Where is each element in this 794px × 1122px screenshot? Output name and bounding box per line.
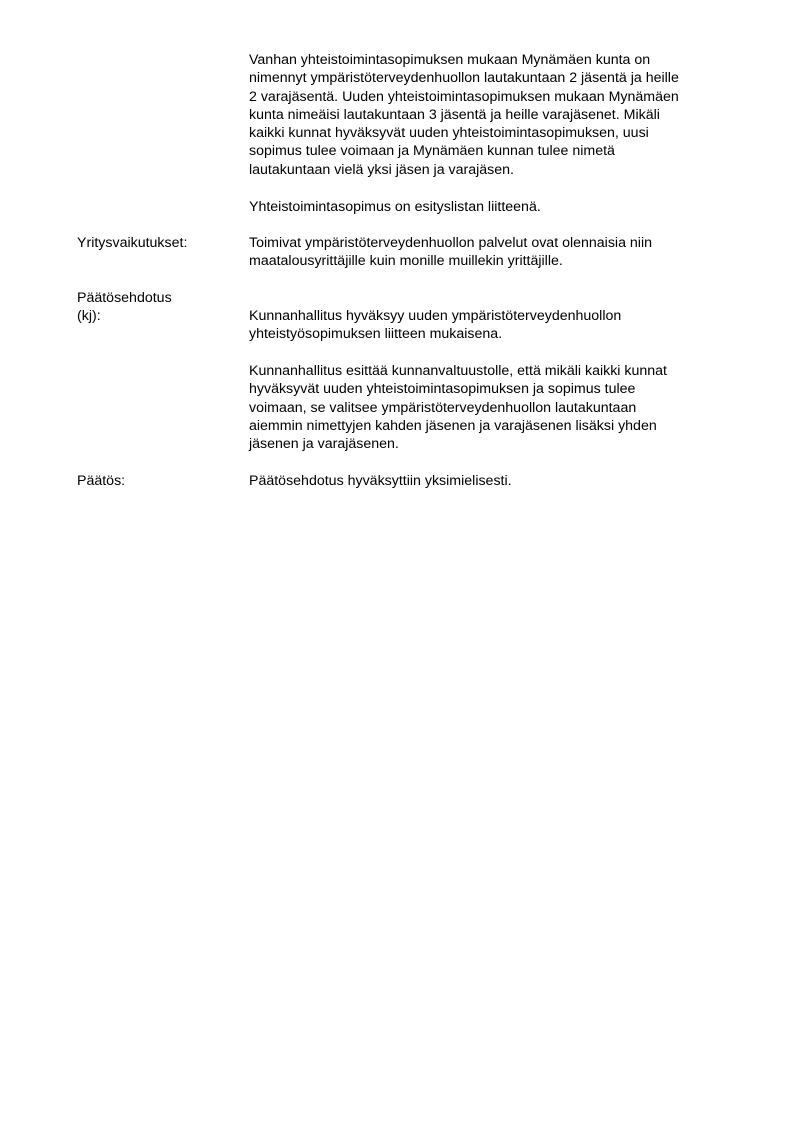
proposal-paragraph-2: [249, 362, 749, 453]
decision-line: Päätösehdotus hyväksyttiin yksimielisesti.: [249, 473, 512, 489]
business-effects-line: Toimivat ympäristöterveydenhuollon palvelut ovat olennaisia niin: [249, 235, 652, 251]
intro-line: 2 varajäsentä. Uuden yhteistoimintasopimuksen mukaan Mynämäen: [249, 88, 679, 105]
proposal-line: aiemmin nimettyjen kahden jäsenen ja varajäsenen lisäksi yhden: [249, 417, 657, 434]
proposal-line: yhteistyösopimuksen liitteen mukaisena.: [249, 326, 503, 343]
proposal-label-line: Päätösehdotus: [77, 290, 172, 306]
proposal-paragraph-1: [249, 307, 749, 344]
proposal-line: voimaan, se valitsee ympäristöterveydenhuollon lautakuntaan: [249, 399, 637, 416]
business-effects-label: Yritysvaikutukset:: [77, 235, 188, 251]
proposal-line: Kunnanhallitus hyväksyy uuden ympäristöterveydenhuollon: [249, 308, 622, 324]
proposal-line: jäsenen ja varajäsenen.: [249, 436, 399, 453]
intro-line: kunta nimeäisi lautakuntaan 3 jäsentä ja heille varajäsenet. Mikäli: [249, 106, 660, 123]
attachment-paragraph: [249, 198, 749, 216]
proposal-label-line: (kj):: [77, 308, 101, 325]
intro-line: kaikki kunnat hyväksyvät uuden yhteistoimintasopimuksen, uusi: [249, 125, 649, 142]
decision-label: Päätös:: [77, 473, 126, 489]
business-effects-paragraph: [249, 234, 749, 271]
business-effects-line: maatalousyrittäjille kuin monille muillekin yrittäjille.: [249, 253, 563, 270]
decision-paragraph: [249, 472, 749, 490]
intro-line: Vanhan yhteistoimintasopimuksen mukaan Mynämäen kunta on: [249, 52, 651, 68]
intro-line: sopimus tulee voimaan ja Mynämäen kunnan tulee nimetä: [249, 143, 615, 160]
intro-paragraph: [249, 51, 749, 179]
intro-line: nimennyt ympäristöterveydenhuollon lautakuntaan 2 jäsentä ja heille: [249, 70, 679, 87]
attachment-line: Yhteistoimintasopimus on esityslistan liitteenä.: [249, 199, 541, 215]
intro-line: lautakuntaan vielä yksi jäsen ja varajäsen.: [249, 161, 514, 178]
proposal-line: Kunnanhallitus esittää kunnanvaltuustolle, että mikäli kaikki kunnat: [249, 363, 667, 379]
proposal-line: hyväksyvät uuden yhteistoimintasopimuksen ja sopimus tulee: [249, 381, 636, 398]
proposal-label: [77, 289, 172, 326]
